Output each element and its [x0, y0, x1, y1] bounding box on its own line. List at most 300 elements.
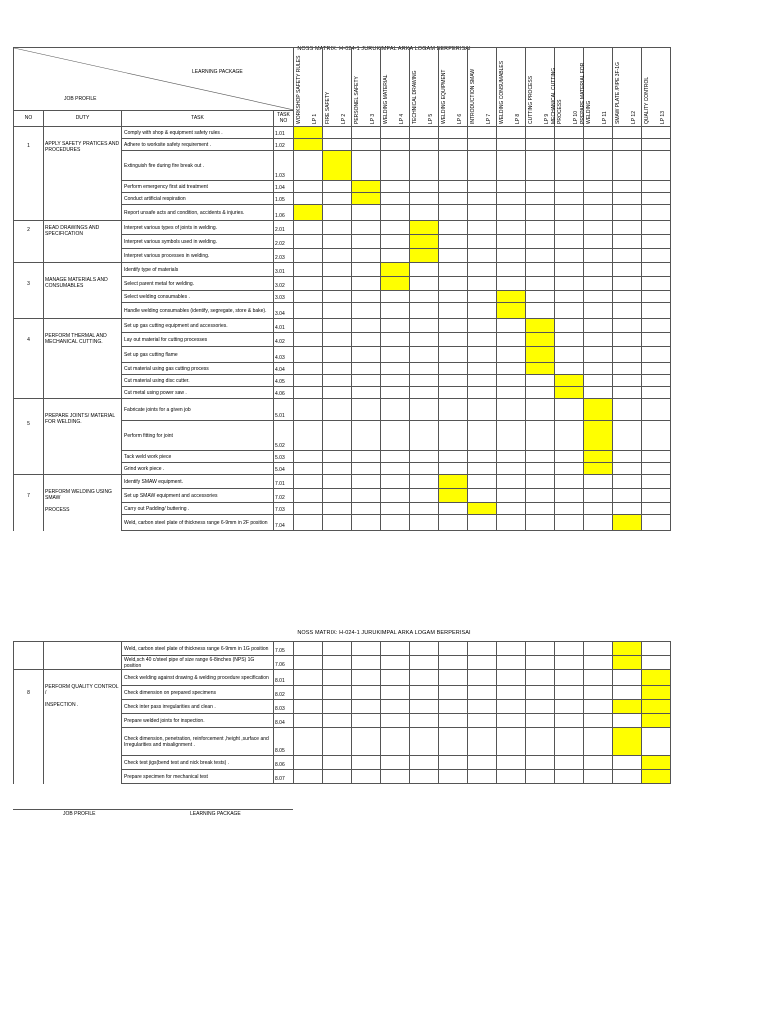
lp-cell [352, 421, 381, 451]
lp-cell [294, 347, 323, 363]
lp-mapped-cell [613, 656, 642, 670]
lp-cell [439, 714, 468, 728]
lp-cell [323, 489, 352, 503]
lp-cell [468, 277, 497, 291]
lp-cell [497, 139, 526, 151]
lp-cell [381, 700, 410, 714]
lp-cell [323, 756, 352, 770]
task-number: 8.05 [274, 728, 294, 756]
lp-cell [642, 151, 671, 181]
lp-cell [410, 756, 439, 770]
task-number: 4.04 [274, 363, 294, 375]
lp-cell [352, 770, 381, 784]
lp-cell [381, 670, 410, 686]
lp-cell [323, 347, 352, 363]
lp-cell [555, 319, 584, 333]
lp-cell [526, 451, 555, 463]
lp-cell [468, 375, 497, 387]
lp-cell [526, 375, 555, 387]
lp-cell [468, 235, 497, 249]
lp-cell [555, 363, 584, 375]
duty-text: MANAGE MATERIALS AND CONSUMABLES [45, 277, 108, 289]
task-description: Lay out material for cutting processes [122, 333, 274, 347]
lp-cell [381, 770, 410, 784]
task-number: 7.01 [274, 475, 294, 489]
lp-cell [555, 263, 584, 277]
lp-cell [294, 303, 323, 319]
lp-cell [642, 475, 671, 489]
lp-name: CUTTING PROCESS [528, 75, 534, 124]
header-diagonal-line [14, 48, 293, 110]
lp-cell [323, 263, 352, 277]
task-number: 5.01 [274, 399, 294, 421]
footer-learning-package: LEARNING PACKAGE [190, 811, 241, 817]
lp-cell [555, 451, 584, 463]
duty-number: 1 [14, 127, 44, 221]
duty-number: 3 [14, 263, 44, 319]
lp-cell [294, 700, 323, 714]
lp-cell [294, 728, 323, 756]
lp-code: LP 10 [573, 111, 579, 124]
task-number: 4.06 [274, 387, 294, 399]
lp-cell [381, 319, 410, 333]
lp-cell [323, 235, 352, 249]
lp-code: LP 5 [428, 113, 434, 124]
lp-cell [439, 700, 468, 714]
lp-cell [410, 475, 439, 489]
task-description: Interpret various symbols used in welding. [122, 235, 274, 249]
duty-text: READ DRAWINGS AND SPECIFICATION [45, 225, 100, 237]
duty-description [44, 221, 122, 263]
lp-cell [642, 347, 671, 363]
lp-name: MECHANICAL CUTTING PROCESS [551, 67, 563, 124]
lp-cell [584, 363, 613, 375]
lp-cell [555, 399, 584, 421]
lp-cell [642, 319, 671, 333]
lp-cell [613, 205, 642, 221]
task-description: Weld, carbon steel plate of thickness range 6-9mm in 1G position [122, 642, 274, 656]
lp-mapped-cell [294, 127, 323, 139]
lp-cell [294, 515, 323, 531]
lp-cell [642, 235, 671, 249]
lp-cell [439, 235, 468, 249]
lp-cell [613, 221, 642, 235]
lp-cell [323, 127, 352, 139]
lp-cell [352, 375, 381, 387]
lp-cell [642, 303, 671, 319]
lp-cell [439, 770, 468, 784]
lp-cell [381, 347, 410, 363]
lp-cell [584, 642, 613, 656]
lp-cell [294, 363, 323, 375]
lp-cell [468, 303, 497, 319]
lp-cell [555, 421, 584, 451]
lp-header-7 [468, 48, 497, 127]
lp-cell [613, 303, 642, 319]
lp-cell [526, 205, 555, 221]
lp-cell [323, 515, 352, 531]
lp-cell [468, 656, 497, 670]
lp-cell [584, 291, 613, 303]
task-number: 4.05 [274, 375, 294, 387]
lp-cell [642, 249, 671, 263]
lp-cell [381, 151, 410, 181]
lp-cell [526, 249, 555, 263]
lp-cell [613, 399, 642, 421]
lp-cell [526, 399, 555, 421]
lp-cell [439, 515, 468, 531]
lp-cell [555, 127, 584, 139]
lp-cell [584, 375, 613, 387]
lp-cell [439, 303, 468, 319]
lp-mapped-cell [584, 421, 613, 451]
lp-cell [381, 463, 410, 475]
lp-header-13 [642, 48, 671, 127]
lp-code: LP 9 [544, 113, 550, 124]
task-description: Cut material using gas cutting process [122, 363, 274, 375]
lp-cell [555, 235, 584, 249]
lp-cell [439, 670, 468, 686]
lp-cell [323, 656, 352, 670]
page2-title: NOSS MATRIX: H-024-1 JURUKIMPAL ARKA LOGAM BERPERISAI [297, 630, 471, 636]
lp-cell [439, 181, 468, 193]
lp-mapped-cell [439, 489, 468, 503]
lp-cell [410, 347, 439, 363]
lp-cell [381, 235, 410, 249]
duty-text: PERFORM THERMAL AND MECHANICAL CUTTING. [45, 333, 107, 345]
lp-cell [642, 515, 671, 531]
lp-cell [584, 303, 613, 319]
lp-cell [323, 249, 352, 263]
lp-cell [584, 127, 613, 139]
task-description: Perform emergency first aid treatment [122, 181, 274, 193]
lp-cell [381, 399, 410, 421]
lp-cell [381, 489, 410, 503]
lp-cell [468, 205, 497, 221]
lp-cell [584, 221, 613, 235]
lp-cell [526, 193, 555, 205]
lp-cell [323, 205, 352, 221]
lp-name: WELDING EQUIPMENT [441, 69, 447, 124]
lp-mapped-cell [526, 319, 555, 333]
lp-cell [352, 700, 381, 714]
lp-cell [497, 151, 526, 181]
lp-name: INTRODUCTION SMAW [470, 68, 476, 124]
lp-cell [352, 263, 381, 277]
header-diagonal-cell [14, 48, 294, 111]
lp-cell [584, 475, 613, 489]
lp-cell [497, 756, 526, 770]
lp-name: WORKSHOP SAFETY RULES [296, 55, 302, 124]
lp-header-4 [381, 48, 410, 127]
lp-cell [584, 656, 613, 670]
lp-cell [642, 451, 671, 463]
lp-mapped-cell [613, 642, 642, 656]
lp-cell [294, 756, 323, 770]
lp-cell [526, 291, 555, 303]
task-description: Conduct artificial respiration [122, 193, 274, 205]
lp-cell [642, 656, 671, 670]
header-duty: DUTY [44, 110, 122, 126]
duty-number: 4 [14, 319, 44, 399]
lp-cell [410, 670, 439, 686]
lp-cell [381, 421, 410, 451]
lp-cell [323, 686, 352, 700]
lp-cell [410, 387, 439, 399]
lp-cell [352, 127, 381, 139]
lp-cell [410, 421, 439, 451]
lp-cell [497, 515, 526, 531]
lp-cell [439, 375, 468, 387]
lp-cell [613, 463, 642, 475]
lp-cell [584, 387, 613, 399]
lp-cell [410, 193, 439, 205]
lp-cell [584, 728, 613, 756]
lp-cell [642, 193, 671, 205]
task-number: 2.03 [274, 249, 294, 263]
lp-cell [323, 714, 352, 728]
lp-cell [352, 303, 381, 319]
lp-cell [439, 263, 468, 277]
lp-cell [526, 387, 555, 399]
lp-cell [584, 770, 613, 784]
lp-cell [410, 503, 439, 515]
lp-cell [468, 181, 497, 193]
lp-cell [381, 714, 410, 728]
lp-name: WELDING CONSUMABLES [499, 60, 505, 124]
lp-cell [468, 642, 497, 656]
lp-cell [555, 700, 584, 714]
lp-cell [294, 686, 323, 700]
lp-cell [294, 193, 323, 205]
lp-cell [642, 363, 671, 375]
lp-cell [294, 670, 323, 686]
lp-cell [584, 249, 613, 263]
lp-cell [294, 263, 323, 277]
task-number: 5.04 [274, 463, 294, 475]
lp-cell [468, 151, 497, 181]
lp-cell [323, 303, 352, 319]
task-description: Adhere to worksite safety requirement . [122, 139, 274, 151]
lp-cell [642, 205, 671, 221]
lp-cell [526, 686, 555, 700]
lp-cell [294, 770, 323, 784]
lp-cell [613, 475, 642, 489]
lp-cell [352, 399, 381, 421]
lp-cell [294, 421, 323, 451]
lp-cell [555, 670, 584, 686]
lp-cell [584, 151, 613, 181]
lp-cell [323, 642, 352, 656]
lp-mapped-cell [613, 700, 642, 714]
lp-cell [613, 291, 642, 303]
lp-cell [526, 656, 555, 670]
lp-cell [410, 656, 439, 670]
task-number: 7.02 [274, 489, 294, 503]
lp-cell [352, 347, 381, 363]
lp-cell [410, 303, 439, 319]
task-number: 3.02 [274, 277, 294, 291]
lp-cell [613, 756, 642, 770]
lp-cell [497, 656, 526, 670]
lp-cell [323, 421, 352, 451]
lp-cell [410, 515, 439, 531]
lp-cell [584, 756, 613, 770]
lp-cell [468, 756, 497, 770]
lp-cell [294, 387, 323, 399]
lp-cell [613, 235, 642, 249]
lp-cell [468, 714, 497, 728]
lp-cell [468, 291, 497, 303]
task-description: Set up gas cutting equipment and accessories. [122, 319, 274, 333]
lp-name: PREPARE MATERIAL FOR WELDING [580, 62, 592, 124]
lp-cell [526, 221, 555, 235]
lp-cell [613, 347, 642, 363]
lp-cell [613, 263, 642, 277]
lp-cell [381, 475, 410, 489]
lp-cell [410, 399, 439, 421]
lp-cell [323, 463, 352, 475]
lp-cell [352, 277, 381, 291]
lp-cell [526, 756, 555, 770]
duty-text: PERFORM WELDING USING SMAW [45, 489, 112, 501]
lp-cell [381, 756, 410, 770]
lp-cell [294, 399, 323, 421]
lp-cell [497, 363, 526, 375]
lp-cell [642, 333, 671, 347]
lp-cell [381, 249, 410, 263]
lp-cell [294, 151, 323, 181]
task-description: Set up gas cutting flame [122, 347, 274, 363]
lp-cell [410, 127, 439, 139]
lp-cell [294, 235, 323, 249]
lp-cell [439, 503, 468, 515]
lp-cell [497, 463, 526, 475]
lp-cell [410, 489, 439, 503]
lp-cell [555, 139, 584, 151]
task-description: Fabricate joints for a given job [122, 399, 274, 421]
task-description: Identify type of materials [122, 263, 274, 277]
task-description: Select welding consumables . [122, 291, 274, 303]
lp-mapped-cell [584, 399, 613, 421]
lp-cell [468, 489, 497, 503]
lp-mapped-cell [294, 139, 323, 151]
lp-cell [613, 127, 642, 139]
lp-cell [555, 333, 584, 347]
lp-cell [294, 656, 323, 670]
lp-cell [642, 277, 671, 291]
lp-cell [439, 249, 468, 263]
task-description: Handle welding consumables (identify, segregate, store & bake). [122, 303, 274, 319]
lp-cell [294, 375, 323, 387]
lp-cell [613, 319, 642, 333]
lp-mapped-cell [584, 463, 613, 475]
lp-cell [323, 291, 352, 303]
lp-cell [526, 714, 555, 728]
lp-cell [468, 333, 497, 347]
lp-cell [410, 642, 439, 656]
lp-cell [294, 319, 323, 333]
duty-description [44, 263, 122, 319]
lp-cell [555, 489, 584, 503]
lp-cell [497, 421, 526, 451]
lp-cell [352, 686, 381, 700]
duty-number: 7 [14, 475, 44, 531]
lp-cell [323, 670, 352, 686]
lp-cell [526, 263, 555, 277]
lp-cell [526, 235, 555, 249]
lp-cell [352, 139, 381, 151]
lp-cell [642, 221, 671, 235]
lp-cell [642, 399, 671, 421]
lp-cell [439, 642, 468, 656]
lp-cell [323, 399, 352, 421]
lp-mapped-cell [555, 387, 584, 399]
lp-code: LP 11 [602, 111, 608, 124]
lp-cell [613, 670, 642, 686]
lp-cell [613, 249, 642, 263]
lp-cell [381, 127, 410, 139]
lp-cell [584, 193, 613, 205]
footer-job-profile: JOB PROFILE [63, 811, 96, 817]
lp-mapped-cell [526, 363, 555, 375]
lp-cell [468, 728, 497, 756]
task-number: 3.04 [274, 303, 294, 319]
lp-cell [352, 714, 381, 728]
lp-cell [352, 642, 381, 656]
task-number: 4.03 [274, 347, 294, 363]
lp-cell [526, 728, 555, 756]
lp-cell [352, 205, 381, 221]
lp-cell [526, 463, 555, 475]
lp-cell [323, 221, 352, 235]
lp-cell [381, 221, 410, 235]
task-number: 5.03 [274, 451, 294, 463]
lp-cell [294, 451, 323, 463]
lp-cell [642, 728, 671, 756]
lp-cell [526, 489, 555, 503]
lp-cell [410, 463, 439, 475]
lp-cell [613, 277, 642, 291]
lp-cell [526, 642, 555, 656]
lp-code: LP 3 [370, 113, 376, 124]
lp-cell [294, 291, 323, 303]
lp-cell [642, 642, 671, 656]
lp-cell [497, 319, 526, 333]
lp-mapped-cell [526, 333, 555, 347]
lp-cell [584, 263, 613, 277]
lp-cell [584, 181, 613, 193]
lp-cell [439, 347, 468, 363]
task-number: 5.02 [274, 421, 294, 451]
lp-cell [323, 700, 352, 714]
lp-cell [555, 686, 584, 700]
lp-cell [526, 475, 555, 489]
lp-cell [352, 249, 381, 263]
lp-cell [468, 139, 497, 151]
lp-cell [410, 319, 439, 333]
lp-mapped-cell [584, 451, 613, 463]
duty-text-continued: PROCESS [45, 507, 70, 513]
lp-mapped-cell [381, 277, 410, 291]
lp-cell [352, 291, 381, 303]
lp-cell [352, 387, 381, 399]
lp-cell [526, 181, 555, 193]
lp-cell [352, 319, 381, 333]
lp-cell [381, 656, 410, 670]
lp-cell [613, 503, 642, 515]
lp-cell [613, 421, 642, 451]
